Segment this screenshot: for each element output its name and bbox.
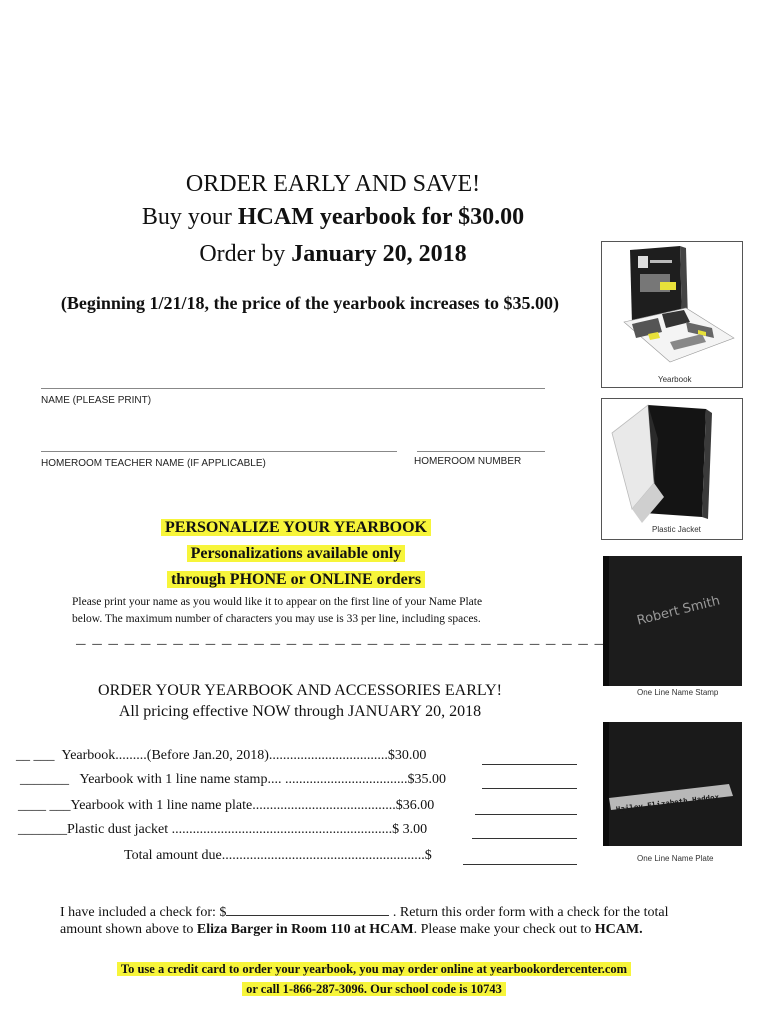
order-item-plate — [18, 798, 434, 814]
deadline-line — [0, 239, 666, 269]
item-text: Plastic dust jacket ...............................................................$ 3.00 — [67, 822, 428, 837]
amount-blank-yearbook[interactable] — [482, 751, 577, 765]
order-item-stamp — [20, 772, 446, 788]
personalize-sub2-text: through PHONE or ONLINE orders — [167, 571, 425, 588]
name-stamp-illustration — [603, 556, 742, 686]
personalize-title-text: PERSONALIZE YOUR YEARBOOK — [161, 519, 431, 536]
payment-recipient: Eliza Barger in Room 110 at HCAM — [196, 922, 414, 937]
yearbook-image — [601, 241, 743, 388]
price-line — [0, 202, 666, 232]
item-text: Yearbook with 1 line name plate.........................................$36.00 — [70, 798, 435, 813]
payment-payee: HCAM. — [594, 922, 643, 937]
name-field[interactable] — [41, 388, 545, 389]
personalize-sub2 — [0, 571, 592, 589]
order-item-yearbook — [16, 748, 426, 764]
teacher-label: HOMEROOM TEACHER NAME (IF APPLICABLE) — [41, 458, 266, 469]
total-line: Total amount due..........................................................$ — [124, 848, 432, 863]
check-prefix: I have included a check for: $ — [60, 905, 227, 920]
deadline-prefix: Order by — [199, 241, 292, 267]
name-plate-caption: One Line Name Plate — [637, 854, 714, 863]
yearbook-illustration — [602, 242, 742, 387]
check-suffix: . Return this order form with a check for the total — [389, 905, 669, 920]
total-amount-blank[interactable] — [463, 851, 577, 865]
payment-instructions — [60, 922, 643, 938]
personalize-title — [0, 519, 592, 537]
credit-line-1-text: To use a credit card to order your yearbook, you may order online at yearbookordercenter.com — [117, 962, 631, 976]
price-increase-notice: (Beginning 1/21/18, the price of the yearbook increases to $35.00) — [60, 293, 560, 313]
yearbook-caption: Yearbook — [658, 375, 692, 384]
price-line-prefix: Buy your — [141, 204, 238, 230]
check-amount-blank[interactable] — [226, 902, 389, 916]
price-line-bold: HCAM yearbook for $30.00 — [237, 204, 525, 230]
teacher-field[interactable] — [41, 451, 397, 452]
plastic-jacket-image — [601, 398, 743, 540]
qty-blank[interactable]: _______ — [18, 822, 67, 837]
name-stamp-caption: One Line Name Stamp — [637, 688, 719, 697]
name-plate-entry[interactable]: _ _ _ _ _ _ _ _ _ _ _ _ _ _ _ _ _ _ _ _ _ _ _ _ _ _ _ _ _ _ _ _ _ — [76, 630, 603, 648]
plastic-jacket-caption: Plastic Jacket — [652, 525, 701, 534]
order-item-jacket — [18, 822, 427, 838]
headline: ORDER EARLY AND SAVE! — [185, 171, 481, 197]
item-text: Yearbook.........(Before Jan.20, 2018)..................................$30.00 — [61, 748, 427, 763]
check-line — [60, 902, 669, 921]
personalize-sub1-text: Personalizations available only — [187, 545, 406, 562]
name-plate-image — [603, 722, 742, 846]
credit-line-2 — [0, 982, 748, 997]
qty-blank[interactable]: ____ ___ — [18, 798, 71, 813]
name-label: NAME (PLEASE PRINT) — [41, 395, 152, 406]
amount-blank-stamp[interactable] — [482, 775, 577, 789]
name-stamp-image — [603, 556, 742, 686]
amount-blank-plate[interactable] — [475, 801, 577, 815]
payment-mid: . Please make your check out to — [413, 922, 595, 937]
homeroom-label: HOMEROOM NUMBER — [414, 456, 522, 467]
stamp-text: Robert Smith — [635, 593, 722, 629]
item-text: Yearbook with 1 line name stamp.... ...................................$35.00 — [79, 772, 446, 787]
personalize-sub1 — [0, 545, 592, 563]
qty-blank[interactable]: __ ___ — [16, 748, 55, 763]
deadline-bold: January 20, 2018 — [291, 241, 467, 267]
order-title-2: All pricing effective NOW through JANUARY 20, 2018 — [118, 703, 482, 720]
name-plate-illustration — [603, 722, 742, 846]
amount-blank-jacket[interactable] — [472, 825, 577, 839]
order-title-1: ORDER YOUR YEARBOOK AND ACCESSORIES EARLY! — [98, 682, 502, 699]
qty-blank[interactable]: _______ — [20, 772, 69, 787]
personalize-instructions-1: Please print your name as you would like it to appear on the first line of your Name Plate — [72, 596, 483, 608]
credit-line-1 — [0, 962, 748, 977]
plate-text: Hailey Elizabeth Haddox — [615, 792, 720, 815]
payment-prefix: amount shown above to — [60, 922, 197, 937]
credit-line-2-text: or call 1-866-287-3096. Our school code is 10743 — [242, 982, 506, 996]
personalize-instructions-2: below. The maximum number of characters you may use is 33 per line, including spaces. — [72, 613, 481, 625]
plastic-jacket-illustration — [602, 399, 742, 539]
homeroom-field[interactable] — [417, 451, 545, 452]
